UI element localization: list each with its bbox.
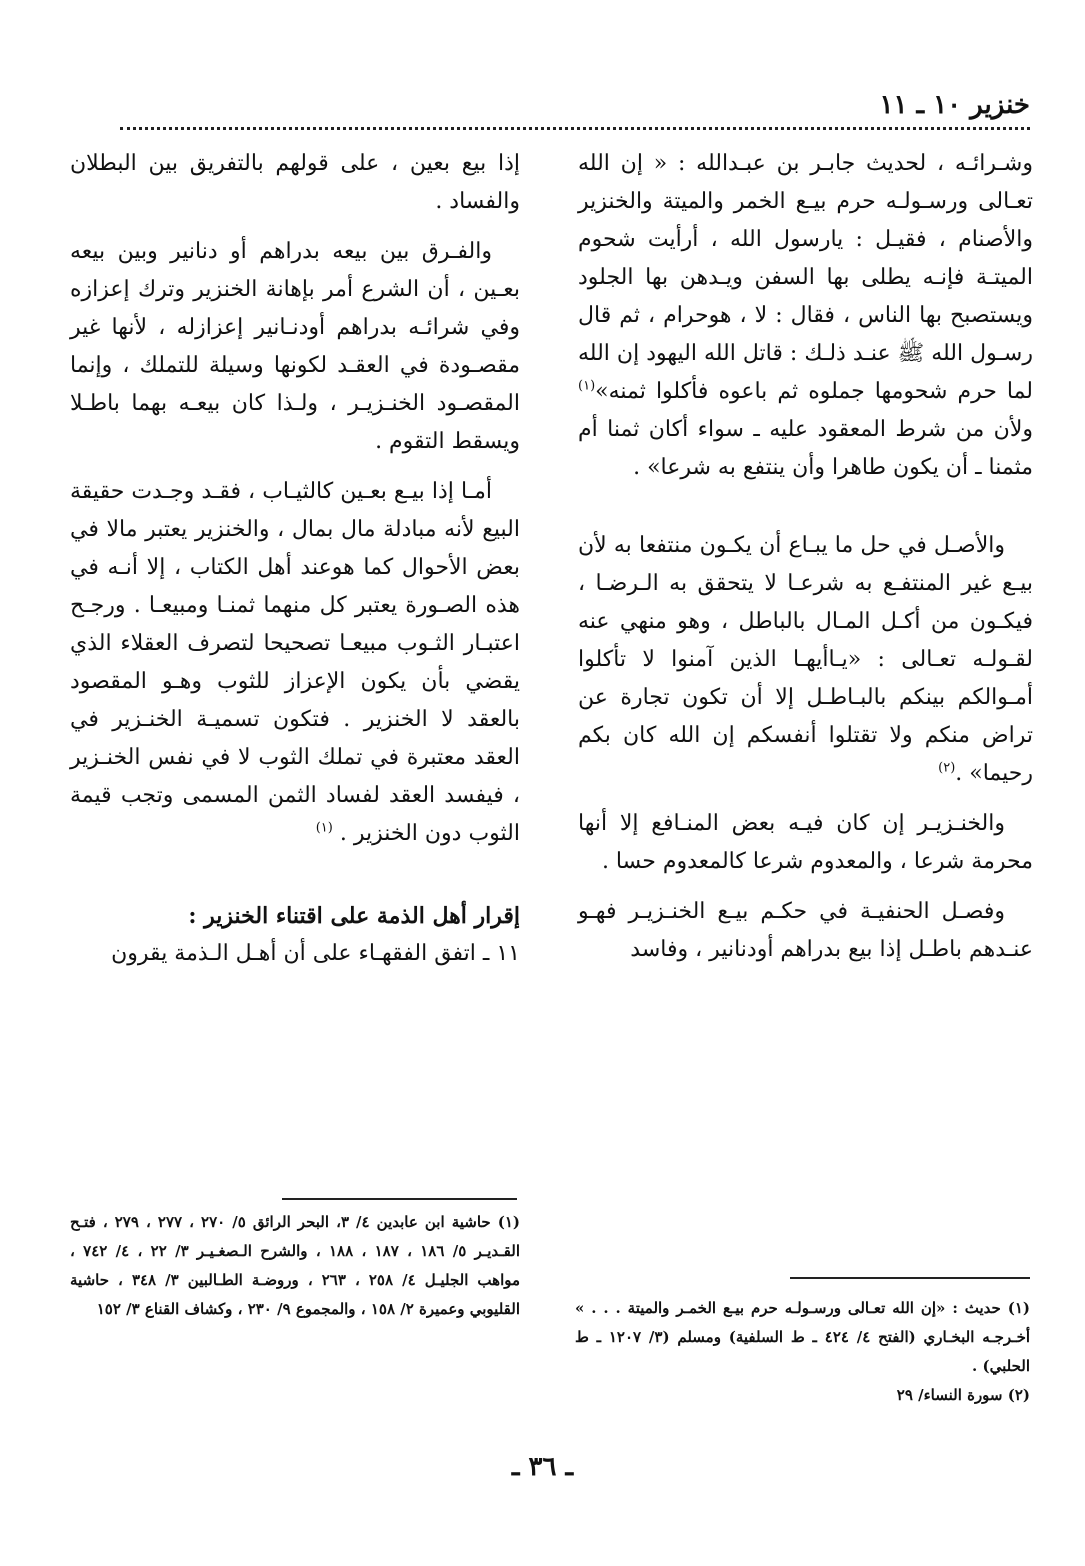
paragraph-hadith [578,145,1033,487]
footnotes-right [575,1294,1030,1410]
footnotes-left [70,1208,520,1324]
footnote-ref: (٢) [938,760,956,776]
paragraph-text: ولأن من شرط المعقود عليه ـ سواء أكان ثمنا أم مثمنا ـ أن يكون طاهرا وأن ينتفع به شرعا» . [578,417,1033,480]
header-dotted-rule [120,127,1030,130]
section-heading: إقرار أهل الذمة على اقتناء الخنزير : [188,903,520,929]
running-header: خنزير ١٠ ـ ١١ [879,90,1030,120]
paragraph-text: وشـرائـه ، لحديث جابـر بن عبـدالله : « إن الله تعـالى ورسـولـه حرم بيـع الخمر والميتة والخنزير والأصنام ، فقيـل : يارسول الله ، أرأيت شحوم الميتـة فإنـه يطلى بها السفن ويـدهن بها الجلود ويستصبح بها الناس ، فقال : لا ، هوحرام ، ثم قال رسـول الله ﷺ عنـد ذلـك : قاتل الله اليهود إن الله لما حرم شحومها جملوه ثم باعوه فأكلوا ثمنه» [578,151,1033,404]
footnote-item: (١) حديث : «إن الله تعـالى ورسـولـه حرم بيـع الخمـر والميتة . . . » أخـرجـه البخـاري (الفتح ٤/ ٤٢٤ ـ ط السلفية) ومسلم (٣/ ١٢٠٧ ـ ط الحلبي) . [575,1299,1031,1375]
page-number: ـ ٣٦ ـ [511,1452,574,1482]
paragraph-section-11: ١١ ـ اتفق الفقهـاء على أن أهـل الـذمة يقرون [111,941,520,966]
paragraph-principle [578,527,1033,793]
paragraph-continuation: إذا بيع بعين ، على قولهم بالتفريق بين البطلان والفساد . [70,151,520,214]
footnote-rule-right [790,1277,1030,1279]
footnote-ref: (١) [315,820,333,836]
paragraph-barter [70,473,520,853]
paragraph-text: والأصـل في حل ما يبـاع أن يكـون منتفعا به لأن بيـع غير المنتفـع به شرعـا لا يتحقق به الـرضـا ، فيكـون من أكـل المـال بالباطل ، وهو منهي عنه لقـولـه تعـالى : «يـاأيهـا الذين آمنوا لا تأكلوا أمـوالكم بينكم بالبـاطـل إلا أن تكون تجارة عن تراض منكم ولا تقتلوا أنفسكم إن الله كان بكم رحيما» . [578,533,1033,786]
footnote-rule-left [282,1198,517,1200]
right-column [578,145,1033,981]
paragraph-hanafi: وفصـل الحنفيـة في حكـم بيـع الخنـزيـر فهـو عنـدهم باطـل إذا بيع بدراهم أودنانير ، وفاسد [578,899,1033,962]
footnote-item: (٢) سورة النساء/ ٢٩ [896,1386,1030,1404]
left-column [70,145,520,985]
footnote-ref: (١) [578,378,596,394]
paragraph-text: أمـا إذا بيـع بعـين كالثيـاب ، فقـد وجـدت حقيقة البيع لأنه مبادلة مال بمال ، والخنزير يعتبر مالا في بعض الأحوال كما هوعند أهل الكتاب ، إلا أنـه في هذه الصـورة يعتبر كل منهما ثمنـا ومبيعـا . ورجـح اعتبـار الثـوب مبيعـا تصحيحا لتصرف العقلاء الذي يقضي بأن يكون الإعزاز للثوب وهـو المقصود بالعقد لا الخنزير . فتكون تسميـة الخنـزير في العقد معتبرة في تملك الثوب لا في نفس الخنـزير ، فيفسد العقد لفساد الثمن المسمى وتجب قيمة الثوب دون الخنزير . [70,479,520,846]
paragraph-difference: والفـرق بين بيعه بدراهم أو دنانير وبين بيعه بعـين ، أن الشرع أمر بإهانة الخنزير وترك إعزازه وفي شرائـه بدراهم أودنـانير إعزازله ، لأنها غير مقصـودة في العقـد لكونها وسيلة للتملك ، وإنما المقصـود الخنـزيـر ، ولـذا كان بيعـه بهما باطـلا ويسقط التقوم . [70,239,520,454]
footnote-item: (١) حاشية ابن عابدين ٤/ ٣، البحر الرائق ٥/ ٢٧٠ ، ٢٧٧ ، ٢٧٩ ، فتـح القـديـر ٥/ ١٨٦ ، ١٨٧ ، ١٨٨ ، والشرح الـصغـيـر ٣/ ٢٢ ، ٤/ ٧٤٢ ، مواهب الجليـل ٤/ ٢٥٨ ، ٢٦٣ ، وروضـة الطـالبين ٣/ ٣٤٨ ، حاشية القليوبي وعميرة ٢/ ١٥٨ ، والمجموع ٩/ ٢٣٠ ، وكشاف القناع ٣/ ١٥٢ [70,1213,521,1318]
paragraph-benefits: والخنـزيـر إن كان فيـه بعض المنـافع إلا أنها محرمة شرعا ، والمعدوم شرعا كالمعدوم حسا . [578,811,1033,874]
